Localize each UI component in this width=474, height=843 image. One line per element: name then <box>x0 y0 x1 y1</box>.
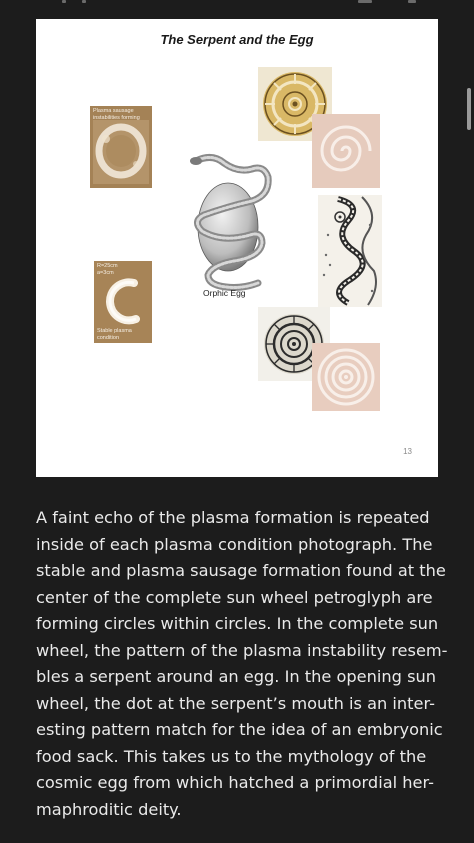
plasma-photo-icon <box>90 106 152 188</box>
paragraph-line: wheel, the pattern of the plasma instability resem- <box>36 640 448 660</box>
concentric-circles-petroglyph-icon <box>312 343 380 411</box>
paragraph-line: bles a serpent around an egg. In the opening sun <box>36 667 437 686</box>
status-dot-icon <box>62 0 66 3</box>
paragraph-line: inside of each plasma condition photograph. The <box>36 534 433 554</box>
slide-title: The Serpent and the Egg <box>160 32 314 47</box>
top-status-strip <box>0 0 474 6</box>
paragraph-line: forming circles within circles. In the complete sun <box>36 614 439 633</box>
paragraph-line: stable and plasma sausage formation found at the <box>36 561 446 580</box>
photo-caption-bottom: Stable plasma condition <box>97 328 132 341</box>
status-dot-icon <box>358 0 372 3</box>
paragraph-line: A faint echo of the plasma formation is repeated <box>36 508 430 527</box>
spiral-petroglyph-icon <box>312 114 380 188</box>
page-number: 13 <box>403 447 412 456</box>
paragraph-line: food sack. This takes us to the mythology of the <box>36 746 427 766</box>
status-dot-icon <box>82 0 86 3</box>
paragraph-line: cosmic egg from which hatched a primordial her- <box>36 773 434 792</box>
paragraph-line: maphroditic deity. <box>36 799 182 819</box>
paragraph-line: esting pattern match for the idea of an embryonic <box>36 720 443 739</box>
plasma-photo-icon <box>94 261 152 343</box>
status-dot-icon <box>408 0 416 3</box>
slide-image <box>36 19 438 477</box>
article-paragraph <box>36 505 448 823</box>
paragraph-line: center of the complete sun wheel petroglyph are <box>36 587 433 607</box>
photo-caption-top: R=25cm a=3cm <box>97 263 118 276</box>
scrollbar-thumb[interactable] <box>467 88 471 130</box>
paragraph-line: wheel, the dot at the serpent’s mouth is an inter- <box>36 693 435 713</box>
egg-label: Orphic Egg <box>203 288 246 298</box>
photo-caption-top: Plasma sausage instabilities forming <box>93 108 140 121</box>
orphic-egg-serpent-icon <box>182 151 282 291</box>
serpent-petroglyph-icon <box>318 195 382 307</box>
